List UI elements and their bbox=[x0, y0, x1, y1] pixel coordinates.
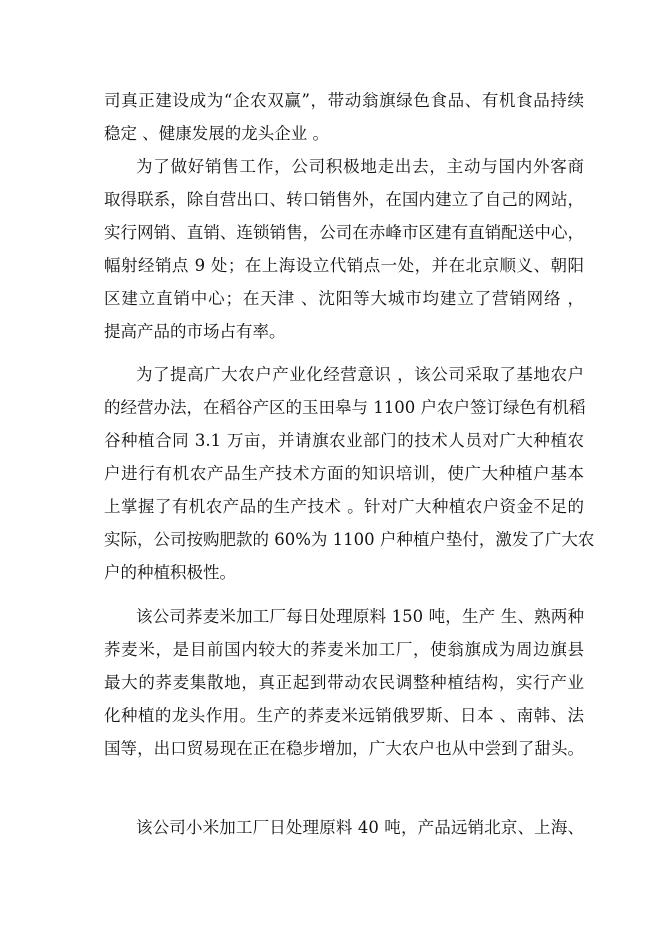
text-line: 稳定 、健康发展的龙头企业 。 bbox=[104, 124, 329, 143]
text-line: 实行网销、直销、连锁销售，公司在赤峰市区建有直销配送中心， bbox=[104, 223, 584, 242]
text-line: 取得联系，除自营出口、转口销售外，在国内建立了自己的网站， bbox=[104, 190, 584, 209]
paragraph-first-line: 为了做好销售工作，公司积极地走出去，主动与国内外客商 bbox=[136, 157, 584, 176]
paragraph-first-line: 为了提高广大农户产业化经营意识 ，该公司采取了基地农户 bbox=[136, 365, 584, 384]
text-line: 上掌握了有机农产品的生产技术 。针对广大种植农户资金不足的 bbox=[104, 497, 584, 516]
paragraph-first-line: 该公司小米加工厂日处理原料 40 吨，产品远销北京、上海、 bbox=[136, 818, 584, 837]
paragraph-first-line: 该公司荞麦米加工厂每日处理原料 150 吨，生产 生、熟两种 bbox=[136, 607, 584, 626]
text-line: 国等，出口贸易现在正在稳步增加，广大农户也从中尝到了甜头。 bbox=[104, 739, 584, 758]
text-line: 荞麦米，是目前国内较大的荞麦米加工厂，使翁旗成为周边旗县 bbox=[104, 640, 584, 659]
text-line: 提高产品的市场占有率。 bbox=[104, 322, 286, 341]
text-line: 区建立直销中心；在天津 、沈阳等大城市均建立了营销网络 ， bbox=[104, 289, 584, 308]
text-line: 的经营办法，在稻谷产区的玉田皋与 1100 户农户签订绿色有机稻 bbox=[104, 398, 586, 417]
text-line: 最大的荞麦集散地，真正起到带动农民调整种植结构，实行产业 bbox=[104, 673, 584, 692]
text-line: 户的种植积极性。 bbox=[104, 563, 236, 582]
text-line: 谷种植合同 3.1 万亩，并请旗农业部门的技术人员对广大种植农 bbox=[104, 431, 584, 450]
text-line: 司真正建设成为“企农双赢”，带动翁旗绿色食品、有机食品持续 bbox=[104, 91, 584, 110]
text-line: 实际，公司按购肥款的 60%为 1100 户种植户垫付，激发了广大农 bbox=[104, 530, 595, 549]
text-line: 幅射经销点 9 处；在上海设立代销点一处，并在北京顺义、朝阳 bbox=[104, 256, 584, 275]
text-line: 户进行有机农产品生产技术方面的知识培训，使广大种植户基本 bbox=[104, 464, 584, 483]
text-line: 化种植的龙头作用。生产的荞麦米远销俄罗斯、日本 、南韩、法 bbox=[104, 706, 584, 725]
